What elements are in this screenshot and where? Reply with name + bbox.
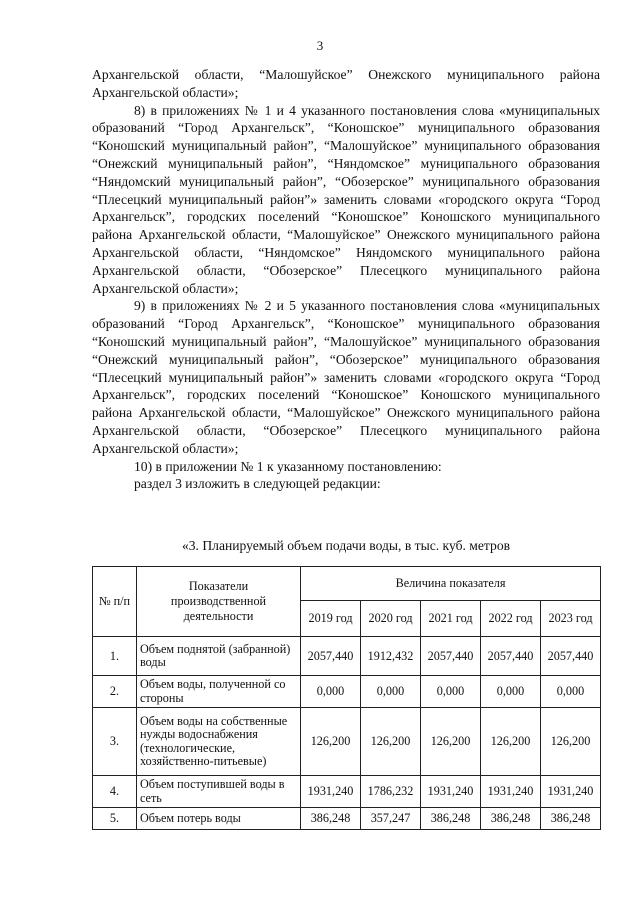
- row-value-4: 386,248: [541, 808, 601, 830]
- row-value-3: 1931,240: [481, 776, 541, 808]
- page-number: 3: [316, 38, 324, 53]
- table-row: [93, 676, 601, 708]
- table-row: [93, 708, 601, 776]
- row-value-1: 357,247: [361, 808, 421, 830]
- row-value-0: 0,000: [301, 676, 361, 708]
- row-value-4: 1931,240: [541, 776, 601, 808]
- header-value-group: Величина показателя: [301, 567, 601, 601]
- row-value-2: 386,248: [421, 808, 481, 830]
- row-number: 5.: [93, 808, 137, 830]
- header-year-4: 2023 год: [541, 601, 601, 637]
- row-value-0: 2057,440: [301, 637, 361, 676]
- document-body: [92, 66, 600, 493]
- water-supply-table: [92, 566, 601, 830]
- row-value-2: 126,200: [421, 708, 481, 776]
- row-indicator: Объем поступившей воды в сеть: [137, 776, 301, 808]
- row-value-4: 0,000: [541, 676, 601, 708]
- header-indicator: Показатели производственной деятельности: [137, 567, 301, 637]
- row-value-2: 1931,240: [421, 776, 481, 808]
- row-indicator: Объем потерь воды: [137, 808, 301, 830]
- paragraph-continuation: Архангельской области, “Малошуйское” Онежского муниципального района Архангельской области»;: [92, 67, 600, 100]
- row-value-0: 386,248: [301, 808, 361, 830]
- row-value-1: 126,200: [361, 708, 421, 776]
- row-value-2: 0,000: [421, 676, 481, 708]
- row-value-3: 126,200: [481, 708, 541, 776]
- row-number: 4.: [93, 776, 137, 808]
- paragraph-section-instruction: раздел 3 изложить в следующей редакции:: [134, 476, 381, 492]
- paragraph-item-10: 10) в приложении № 1 к указанному постановлению:: [134, 458, 442, 474]
- row-value-3: 2057,440: [481, 637, 541, 676]
- row-indicator: Объем воды на собственные нужды водоснабжения (технологические, хозяйственно-питьевые): [137, 708, 301, 776]
- row-value-1: 1786,232: [361, 776, 421, 808]
- row-value-4: 126,200: [541, 708, 601, 776]
- row-value-3: 0,000: [481, 676, 541, 708]
- row-value-0: 1931,240: [301, 776, 361, 808]
- row-number: 1.: [93, 637, 137, 676]
- header-year-3: 2022 год: [481, 601, 541, 637]
- row-number: 2.: [93, 676, 137, 708]
- row-value-2: 2057,440: [421, 637, 481, 676]
- table-row: [93, 808, 601, 830]
- row-indicator: Объем воды, полученной со стороны: [137, 676, 301, 708]
- header-year-0: 2019 год: [301, 601, 361, 637]
- row-value-4: 2057,440: [541, 637, 601, 676]
- header-year-1: 2020 год: [361, 601, 421, 637]
- table-row: [93, 776, 601, 808]
- row-value-0: 126,200: [301, 708, 361, 776]
- row-value-1: 0,000: [361, 676, 421, 708]
- row-indicator: Объем поднятой (забранной) воды: [137, 637, 301, 676]
- table-caption: «3. Планируемый объем подачи воды, в тыс. куб. метров: [181, 538, 511, 553]
- row-value-3: 386,248: [481, 808, 541, 830]
- paragraph-item-8: 8) в приложениях № 1 и 4 указанного постановления слова «муниципальных образований “Город Архангельск”, “Коношское” муниципального образования “Коношский муниципальный район”, “Малошуйское” муниципального образования “Онежский муниципальный район”, “Няндомское” муниципального образования “Няндомский муниципальный район”, “Обозерское” муниципального образования “Плесецкий муниципальный район”» заменить словами «городского округа “Город Архангельск”, городских поселений “Коношское” Коношского муниципального района Архангельской области, “Малошуйское” Онежского муниципального района Архангельской области, “Няндомское” Няндомского муниципального района Архангельской области, “Обозерское” Плесецкого муниципального района Архангельской области»;: [92, 102, 600, 296]
- row-value-1: 1912,432: [361, 637, 421, 676]
- header-number: № п/п: [93, 567, 137, 637]
- table-row: [93, 637, 601, 676]
- row-number: 3.: [93, 708, 137, 776]
- paragraph-item-9: 9) в приложениях № 2 и 5 указанного постановления слова «муниципальных образований “Город Архангельск”, “Коношское” муниципального образования “Коношский муниципальный район”, “Малошуйское” муниципального образования “Онежский муниципальный район”, “Обозерское” муниципального образования “Плесецкий муниципальный район”» заменить словами «городского округа “Город Архангельск”, городских поселений “Коношское” Коношского муниципального района Архангельской области, “Малошуйское” Онежского муниципального района Архангельской области, “Обозерское” Плесецкого муниципального района Архангельской области»;: [92, 298, 600, 456]
- header-year-2: 2021 год: [421, 601, 481, 637]
